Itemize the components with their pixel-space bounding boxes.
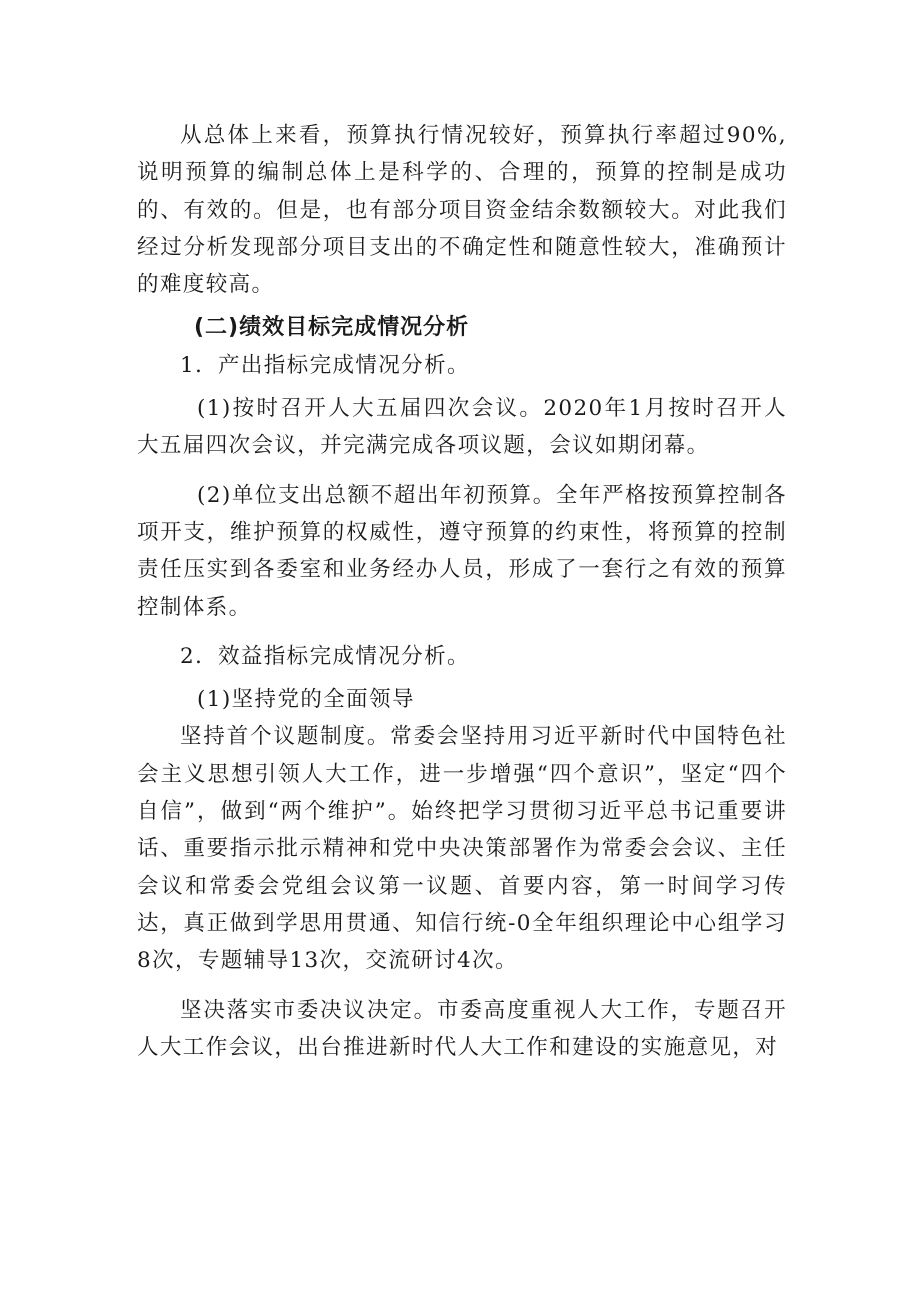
paragraph-item-congress-meeting: (1)按时召开人大五届四次会议。2020年1月按时召开人大五届四次会议，并完满完成各项议题，会议如期闭幕。 xyxy=(137,396,787,459)
paragraph-implement-resolutions: 坚决落实市委决议决定。市委高度重视人大工作，专题召开人大工作会议，出台推进新时代人大工作和建设的实施意见，对 xyxy=(137,997,787,1060)
paragraph-budget-overview: 从总体上来看，预算执行情况较好，预算执行率超过90%,说明预算的编制总体上是科学的、合理的，预算的控制是成功的、有效的。但是，也有部分项目资金结余数额较大。对此我们经过分析发现部分项目支出的不确定性和随意性较大，准确预计的难度较高。 xyxy=(137,123,787,298)
section-heading-performance: (二)绩效目标完成情况分析 xyxy=(194,315,470,341)
paragraph-first-topic-system: 坚持首个议题制度。常委会坚持用习近平新时代中国特色社会主义思想引领人大工作，进一步增强“四个意识”，坚定“四个自信”，做到“两个维护”。始终把学习贯彻习近平总书记重要讲话、重要指示批示精神和党中央决策部署作为常委会会议、主任会议和常委会党组会议第一议题、首要内容，第一时间学习传达，真正做到学思用贯通、知信行统-0全年组织理论中心组学习8次，专题辅导13次，交流研讨4次。 xyxy=(137,724,787,974)
paragraph-output-indicators: 1．产出指标完成情况分析。 xyxy=(180,352,470,378)
document-page xyxy=(137,117,787,1066)
paragraph-item-budget-control: (2)单位支出总额不超出年初预算。全年严格按预算控制各项开支，维护预算的权威性，遵守预算的约束性，将预算的控制责任压实到各委室和业务经办人员，形成了一套行之有效的预算控制体系。 xyxy=(137,482,787,620)
paragraph-benefit-indicators: 2．效益指标完成情况分析。 xyxy=(180,643,470,669)
paragraph-item-party-leadership: (1)坚持党的全面领导 xyxy=(197,687,415,713)
